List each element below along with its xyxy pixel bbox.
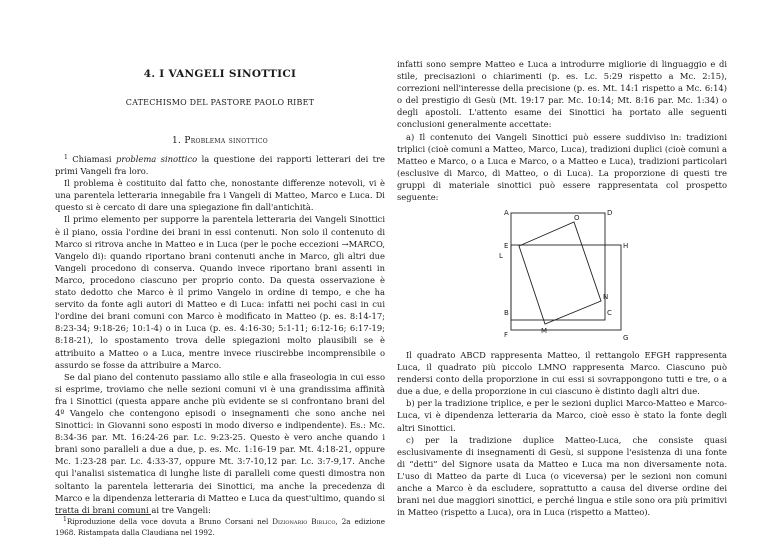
square-lmno (519, 222, 601, 324)
right-body-bottom (397, 349, 727, 518)
label-d: D (607, 209, 613, 217)
footnote-marker: 1 (64, 154, 68, 161)
footnote (55, 517, 385, 538)
p1-text-a: Chiamasi (72, 154, 116, 164)
label-c: C (607, 309, 612, 317)
label-l: L (499, 252, 503, 260)
p1-emphasis: problema sinottico (115, 154, 198, 164)
right-body-top (397, 58, 727, 203)
paragraph-4: Se dal piano del contenuto passiamo allo stile e alla fraseologia in cui esso si esprime, troviamo che nelle sezioni comuni vi è una grandissima affinità fra i Sinottici (questa appare anche più evidente se si confrontano brani del 4º Vangelo che contengono episodi o insegnamenti che sono anche nei Sinottici: in Giovanni sono esposti in modo diverso e indipendente). Es.: Mc. 8:34-36 par. Mt. 16:24-26 par. Lc. 9:23-25. Questo è vero anche quando i brani sono paralleli a due a due, p. es. Mc. 1:16-19 par. Mt. 4:18-21, oppure Mc. 1:23-28 par. Lc. 4:33-37, oppure Mt. 3:7-10,12 par. Lc. 3:7-9,17. Anche qui l'analisi sistematica di lunghe liste di paralleli come questi dimostra non soltanto la parentela letteraria dei Sinottici, ma anche la precedenza di Marco e la dipendenza letteraria di Matteo e Luca da quest'ultimo, quando si tratta di brani comuni ai tre Vangeli: (55, 371, 385, 515)
label-e: E (504, 242, 509, 250)
label-f: F (504, 331, 509, 339)
synoptic-diagram-svg (499, 203, 635, 345)
right-paragraph-3: Il quadrato ABCD rappresenta Matteo, il rettangolo EFGH rappresenta Luca, il quadrato più piccolo LMNO rappresenta Marco. Ciascuno può rendersi conto della proporzione in cui essi si sovrappongono tutti e tre, o a due a due, e della proporzione in cui ciascuno è distinto dagli altri due. (397, 350, 727, 397)
label-n: N (603, 293, 609, 301)
left-body (55, 153, 385, 516)
rectangle-efgh (511, 245, 621, 330)
right-paragraph-2: a) Il contenuto dei Vangeli Sinottici può essere suddiviso in: tradizioni triplici (cioè comuni a Matteo, Marco, Luca), tradizioni duplici (cioè comuni a Matteo e Marco, o a Luca e Marco, o a Matteo e Luca), tradizioni particolari (esclusive di Marco, di Matteo, o di Luca). La proporzione di questi tre gruppi di materiale sinottici può essere rappresentata col prospetto seguente: (397, 131, 727, 203)
p1-text-b: la questione dei rapporti letterari dei tre primi Vangeli fra loro. (55, 154, 385, 177)
chapter-title: 4. I VANGELI SINOTTICI (143, 68, 297, 80)
footnote-rule (55, 514, 151, 515)
label-m: M (541, 327, 548, 335)
paragraph-3: Il primo elemento per supporre la parentela letteraria dei Vangeli Sinottici è il piano, ossia l'ordine dei brani in essi contenuti. Non solo il contenuto di Marco si ritrova anche in Matteo e in Luca (per le poche eccezioni →MARCO, Vangelo di): quando riportano brani contenuti anche in Marco, gli altri due Vangeli procedono di conserva. Quando invece riportano brani assenti in Marco, procedono ciascuno per proprio conto. Da questa osservazione è stato dedotto che Marco è il primo Vangelo in ordine di tempo, e che ha servito da fonte agli autori di Matteo e di Luca: infatti nei pochi casi in cui l'ordine dei brani comuni con Marco è modificato in Matteo (p. es. 8:14-17; 8:23-34; 9:18-26; 10:1-4) o in Luca (p. es. 4:16-30; 5:1-11; 6:12-16; 6:17-19; 8:18-21), lo spostamento trova delle spiegazioni molto plausibili se è attribuito a Matteo o a Luca, mentre invece riuscirebbe incomprensibile o assurdo se fosse da attribuire a Marco. (55, 214, 385, 370)
label-h: H (623, 242, 629, 250)
chapter-subtitle: CATECHISMO DEL PASTORE PAOLO RIBET (125, 98, 315, 107)
label-a: A (504, 209, 509, 217)
label-o: O (574, 214, 580, 222)
footnote-smallcaps: Dizionario Biblico (272, 517, 336, 526)
right-paragraph-5: c) per la tradizione duplice Matteo-Luca, che consiste quasi esclusivamente di insegnamenti di Gesù, si suppone l'esistenza di una fonte di “detti” del Signore usata da Matteo e Luca ma non diversamente nota. L'uso di Matteo da parte di Luca (o viceversa) per le sezioni non comuni anche a Marco è da escludere, soprattutto a causa del diverse ordine dei brani nei due maggiori sinottici, e perché lingua e stile sono ora più primitivi in Matteo (rispetto a Luca), ora in Luca (rispetto a Matteo). (397, 434, 727, 518)
footnote-text-b: , 2a edizione 1968. Ristampata dalla Claudiana nel 1992. (55, 517, 385, 537)
label-g: G (623, 334, 629, 342)
section-heading: 1. Problema sinottico (172, 136, 268, 146)
synoptic-diagram (499, 203, 635, 345)
right-paragraph-4: b) per la tradizione triplice, e per le sezioni duplici Marco-Matteo e Marco-Luca, vi è dipendenza letteraria da Marco, cioè esso è stato la fonte degli altri Sinottici. (397, 398, 727, 433)
paragraph-1 (55, 153, 385, 177)
paragraph-2: Il problema è costituito dal fatto che, nonostante differenze notevoli, vi è una parentela letteraria innegabile fra i Vangeli di Matteo, Marco e Luca. Di questo si è cercato di dare una spiegazione fin dall'antichità. (55, 178, 385, 213)
footnote-text-a: Riproduzione della voce dovuta a Bruno Corsani nel (66, 517, 273, 526)
right-paragraph-1: infatti sono sempre Matteo e Luca a introdurre migliorie di linguaggio e di stile, precisazioni o chiarimenti (p. es. Lc. 5:29 rispetto a Mc. 2:15), correzioni nell'interesse della precisione (p. es. Mt. 14:1 rispetto a Mc. 6:14) o del prestigio di Gesù (Mt. 19:17 par. Mc. 10:14; Mt. 8:16 par. Mc. 1:34) o degli apostoli. L'attento esame dei Sinottici ha portato alle seguenti conclusioni generalmente accettate: (397, 59, 727, 130)
footnote-number: 1 (63, 516, 67, 523)
label-b: B (504, 309, 509, 317)
